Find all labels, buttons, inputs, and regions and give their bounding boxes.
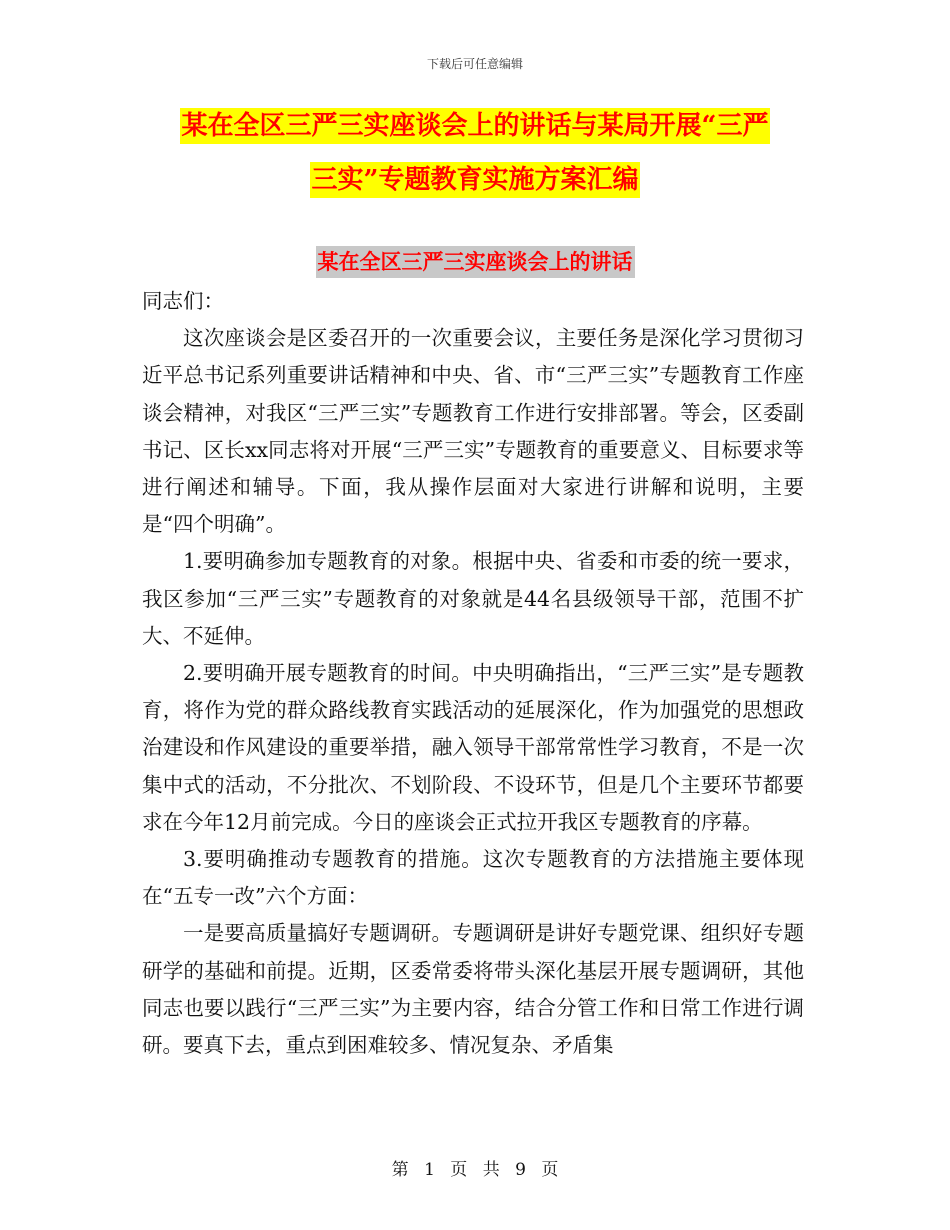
body-paragraph: 一是要高质量搞好专题调研。专题调研是讲好专题党课、组织好专题研学的基础和前提。近期，区委常委将带头深化基层开展专题调研，其他同志也要以践行“三严三实”为主要内容，结合分管工作和日常工作进行调研。要真下去，重点到困难较多、情况复杂、矛盾集 [142, 921, 804, 1058]
total-pages: 9 [515, 1160, 526, 1180]
title-line-2: 三实”专题教育实施方案汇编 [310, 162, 641, 198]
page-header: 下载后可任意编辑 [426, 57, 523, 71]
footer-total-word: 共 [482, 1160, 500, 1180]
body-paragraph: 3.要明确推动专题教育的措施。这次专题教育的方法措施主要体现在“五专一改”六个方面： [142, 847, 804, 909]
footer-page-word: 页 [450, 1160, 468, 1180]
page-footer [0, 1155, 950, 1180]
body-paragraph: 1.要明确参加专题教育的对象。根据中央、省委和市委的统一要求，我区参加“三严三实”专题教育的对象就是44名县级领导干部，范围不扩大、不延伸。 [142, 549, 804, 648]
greeting: 同志们： [142, 289, 224, 313]
footer-suffix: 页 [541, 1160, 559, 1180]
document-body [142, 283, 804, 1064]
body-paragraph: 2.要明确开展专题教育的时间。中央明确指出，“三严三实”是专题教育，将作为党的群众路线教育实践活动的延展深化，作为加强党的思想政治建设和作风建设的重要举措，融入领导干部常常性学习教育，不是一次集中式的活动，不分批次、不划阶段、不设环节，但是几个主要环节都要求在今年12月前完成。今日的座谈会正式拉开我区专题教育的序幕。 [142, 661, 804, 834]
body-paragraph: 这次座谈会是区委召开的一次重要会议，主要任务是深化学习贯彻习近平总书记系列重要讲话精神和中央、省、市“三严三实”专题教育工作座谈会精神，对我区“三严三实”专题教育工作进行安排部署。等会，区委副书记、区长xx同志将对开展“三严三实”专题教育的重要意义、目标要求等进行阐述和辅导。下面，我从操作层面对大家进行讲解和说明，主要是“四个明确”。 [142, 326, 804, 537]
page-number: 1 [424, 1160, 435, 1180]
section-subtitle [0, 246, 950, 278]
document-title [140, 108, 810, 216]
title-line-1: 某在全区三严三实座谈会上的讲话与某局开展“三严 [180, 108, 771, 144]
subtitle-text: 某在全区三严三实座谈会上的讲话 [316, 246, 635, 278]
footer-prefix: 第 [391, 1160, 409, 1180]
